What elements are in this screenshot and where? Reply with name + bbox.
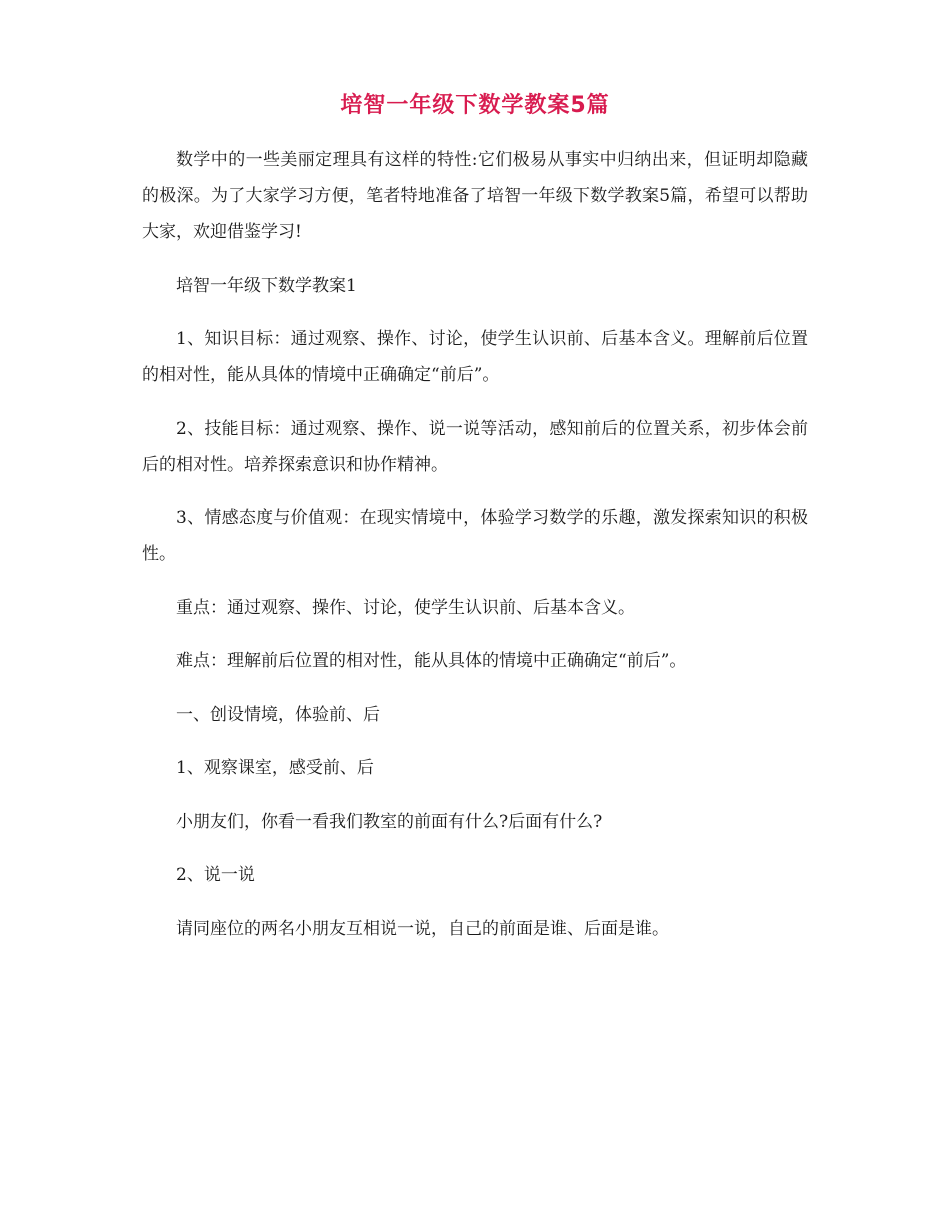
emotion-goal-paragraph: 3、情感态度与价值观：在现实情境中，体验学习数学的乐趣，激发探索知识的积极性。 <box>142 508 808 564</box>
intro-paragraph: 数学中的一些美丽定理具有这样的特性:它们极易从事实中归纳出来，但证明却隐藏的极深。为了大家学习方便，笔者特地准备了培智一年级下数学教案5篇，希望可以帮助大家，欢迎借鉴学习! <box>142 150 808 242</box>
skill-goal-paragraph: 2、技能目标：通过观察、操作、说一说等活动，感知前后的位置关系，初步体会前后的相对性。培养探索意识和协作精神。 <box>142 418 808 475</box>
knowledge-goal-paragraph: 1、知识目标：通过观察、操作、讨论，使学生认识前、后基本含义。理解前后位置的相对性，能从具体的情境中正确确定“前后”。 <box>142 329 808 385</box>
section-heading: 培智一年级下数学教案1 <box>176 275 357 296</box>
document-body <box>142 142 808 964</box>
step-one-heading: 一、创设情境，体验前、后 <box>176 704 380 725</box>
observe-question-paragraph: 小朋友们，你看一看我们教室的前面有什么?后面有什么? <box>176 811 603 832</box>
document-title: 培智一年级下数学教案5篇 <box>340 93 610 118</box>
difficulty-paragraph: 难点：理解前后位置的相对性，能从具体的情境中正确确定“前后”。 <box>176 651 687 671</box>
pair-talk-paragraph: 请同座位的两名小朋友互相说一说，自己的前面是谁、后面是谁。 <box>176 918 669 939</box>
key-point-paragraph: 重点：通过观察、操作、讨论，使学生认识前、后基本含义。 <box>176 597 635 618</box>
say-item: 2、说一说 <box>176 865 255 885</box>
observe-classroom-item: 1、观察课室，感受前、后 <box>176 758 374 778</box>
